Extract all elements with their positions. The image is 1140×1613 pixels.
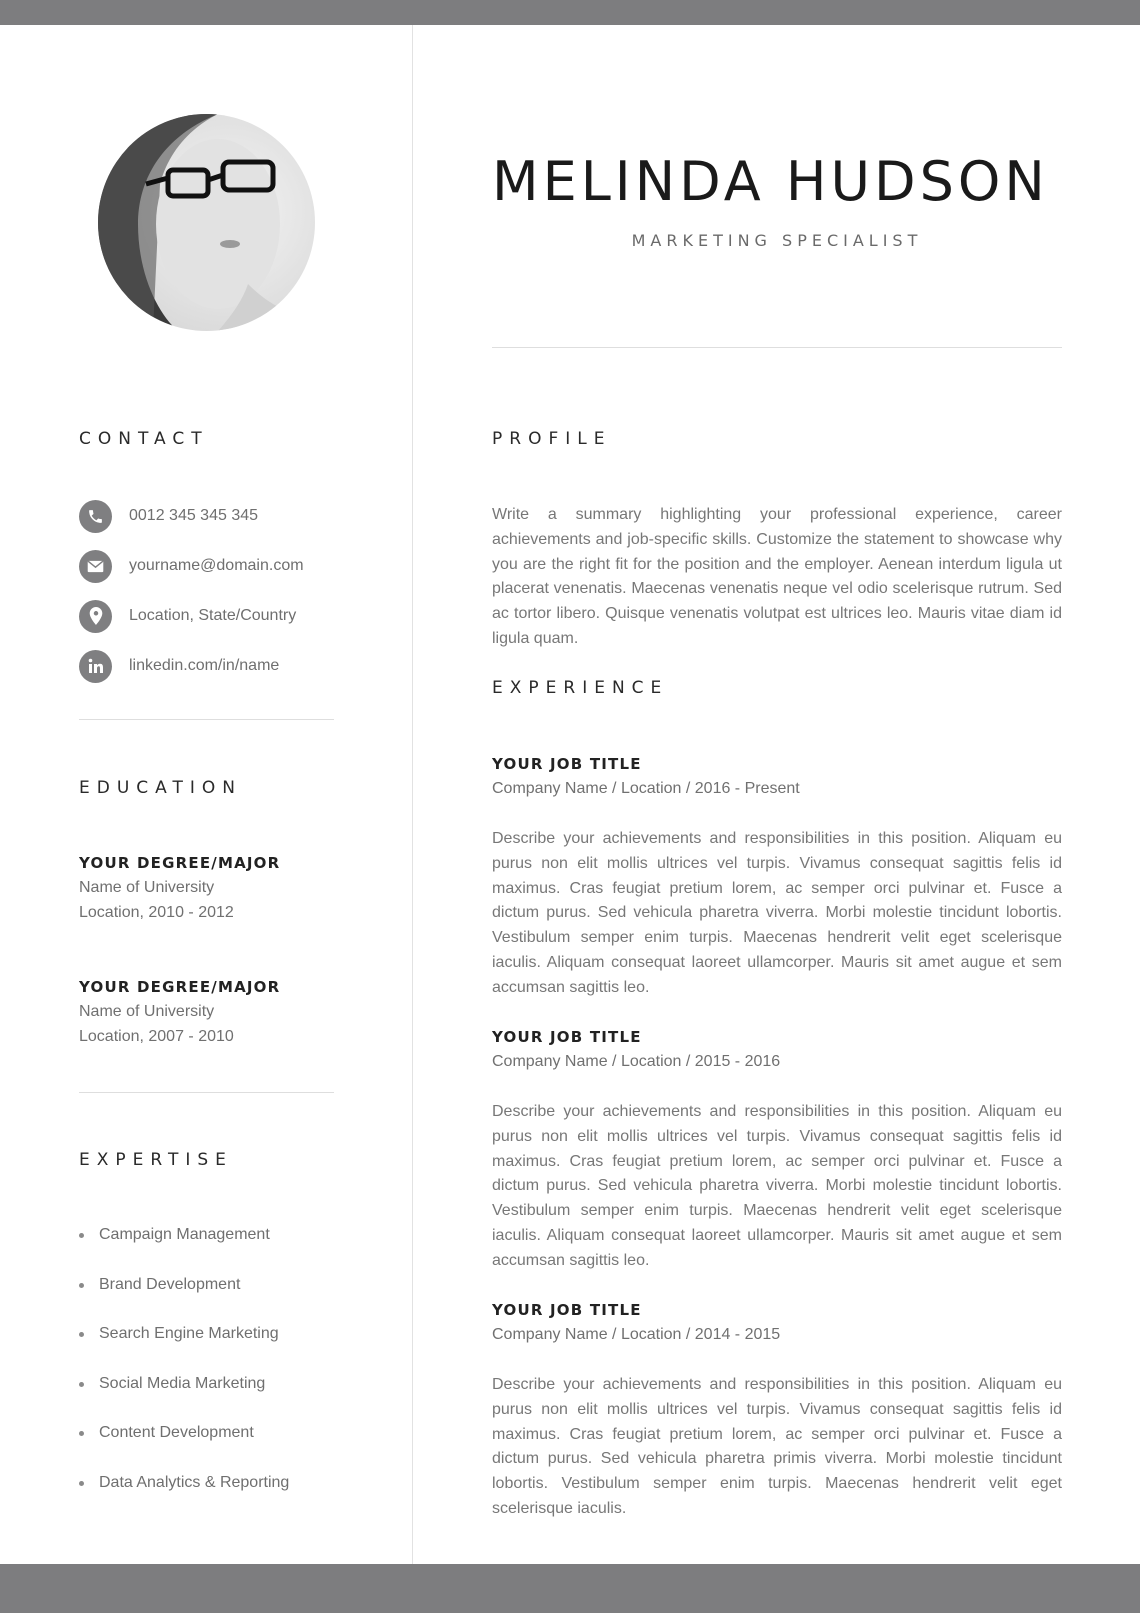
top-bar — [0, 0, 1140, 25]
linkedin-text: linkedin.com/in/name — [129, 657, 280, 674]
bullet-icon — [79, 1283, 84, 1288]
skill-item: Brand Development — [79, 1276, 240, 1294]
email-text: yourname@domain.com — [129, 557, 304, 574]
bullet-icon — [79, 1382, 84, 1387]
bullet-icon — [79, 1233, 84, 1238]
candidate-name: MELINDA HUDSON — [492, 150, 1049, 213]
phone-icon — [79, 500, 112, 533]
job-description: Describe your achievements and responsibilities in this position. Aliquam eu purus non elit mollis ultrices vel turpis. Vivamus consequat sagittis felis id maximus. Cras feugiat pretium lorem, ac semper orci pulvinar et. Fusce a dictum purus. Sed vehicula pharetra viverra. Morbi molestie tincidunt lobortis. Vestibulum semper enim turpis. Maecenas hendrerit velit eget scelerisque iaculis. Aliquam consequat laoreet ullamcorper. Mauris sit amet augue et sem accumsan sagittis leo. — [492, 1103, 1062, 1269]
skill-item: Social Media Marketing — [79, 1375, 265, 1393]
column-divider — [412, 25, 413, 1564]
expertise-heading: EXPERTISE — [79, 1150, 233, 1170]
bullet-icon — [79, 1481, 84, 1486]
job-role: MARKETING SPECIALIST — [631, 231, 923, 250]
location-pin-icon — [79, 600, 112, 633]
skill-item: Campaign Management — [79, 1226, 270, 1244]
experience-heading: EXPERIENCE — [492, 678, 669, 698]
job-company: Company Name / Location / 2015 - 2016 — [492, 1053, 781, 1070]
bottom-bar — [0, 1564, 1140, 1613]
education-divider — [79, 1092, 334, 1093]
profile-photo — [98, 114, 315, 331]
phone-text: 0012 345 345 345 — [129, 507, 259, 524]
skill-item: Search Engine Marketing — [79, 1325, 279, 1343]
contact-location — [79, 599, 296, 633]
skill-item: Content Development — [79, 1424, 254, 1442]
degree-title: YOUR DEGREE/MAJOR — [79, 854, 281, 872]
contact-heading: CONTACT — [79, 429, 209, 449]
education-location: Location, 2010 - 2012 — [79, 904, 234, 921]
job-title: YOUR JOB TITLE — [492, 1028, 642, 1046]
bullet-icon — [79, 1332, 84, 1337]
education-heading: EDUCATION — [79, 778, 242, 798]
contact-divider — [79, 719, 334, 720]
profile-summary: Write a summary highlighting your professional experience, career achievements and job-specific skills. Customize the statement to showcase why you are the right fit for the position and the employer. Aenean interdum ligula ut placerat venenatis. Maecenas venenatis neque vel odio scelerisque rutrum. Sed ac tortor libero. Quisque venenatis volutpat est ultrices leo. Mauris vitae diam id ligula quam. — [492, 506, 1062, 647]
university-name: Name of University — [79, 1003, 215, 1020]
contact-phone — [79, 499, 258, 533]
contact-linkedin — [79, 649, 279, 683]
job-title: YOUR JOB TITLE — [492, 755, 642, 773]
linkedin-icon — [79, 650, 112, 683]
bullet-icon — [79, 1431, 84, 1436]
email-icon — [79, 550, 112, 583]
header-divider — [492, 347, 1062, 348]
education-location: Location, 2007 - 2010 — [79, 1028, 234, 1045]
location-text: Location, State/Country — [129, 607, 297, 624]
job-description: Describe your achievements and responsibilities in this position. Aliquam eu purus non elit mollis ultrices vel turpis. Vivamus consequat sagittis felis id maximus. Cras feugiat pretium lorem, ac semper orci pulvinar et. Fusce a dictum purus. Sed vehicula pharetra primis viverra. Morbi molestie tincidunt lobortis. Vestibulum semper enim turpis. Maecenas hendrerit velit eget scelerisque iaculis. — [492, 1376, 1062, 1517]
job-company: Company Name / Location / 2014 - 2015 — [492, 1326, 781, 1343]
skill-item: Data Analytics & Reporting — [79, 1474, 289, 1492]
portrait-image — [98, 114, 315, 331]
degree-title: YOUR DEGREE/MAJOR — [79, 978, 281, 996]
job-title: YOUR JOB TITLE — [492, 1301, 642, 1319]
contact-email — [79, 549, 304, 583]
job-description: Describe your achievements and responsibilities in this position. Aliquam eu purus non elit mollis ultrices vel turpis. Vivamus consequat sagittis felis id maximus. Cras feugiat pretium lorem, ac semper orci pulvinar et. Fusce a dictum purus. Sed vehicula pharetra viverra. Morbi molestie tincidunt lobortis. Vestibulum semper enim turpis. Maecenas hendrerit velit eget scelerisque iaculis. Aliquam consequat laoreet ullamcorper. Mauris sit amet augue et sem accumsan sagittis leo. — [492, 830, 1062, 996]
profile-heading: PROFILE — [492, 429, 612, 449]
university-name: Name of University — [79, 879, 215, 896]
job-company: Company Name / Location / 2016 - Present — [492, 780, 800, 797]
